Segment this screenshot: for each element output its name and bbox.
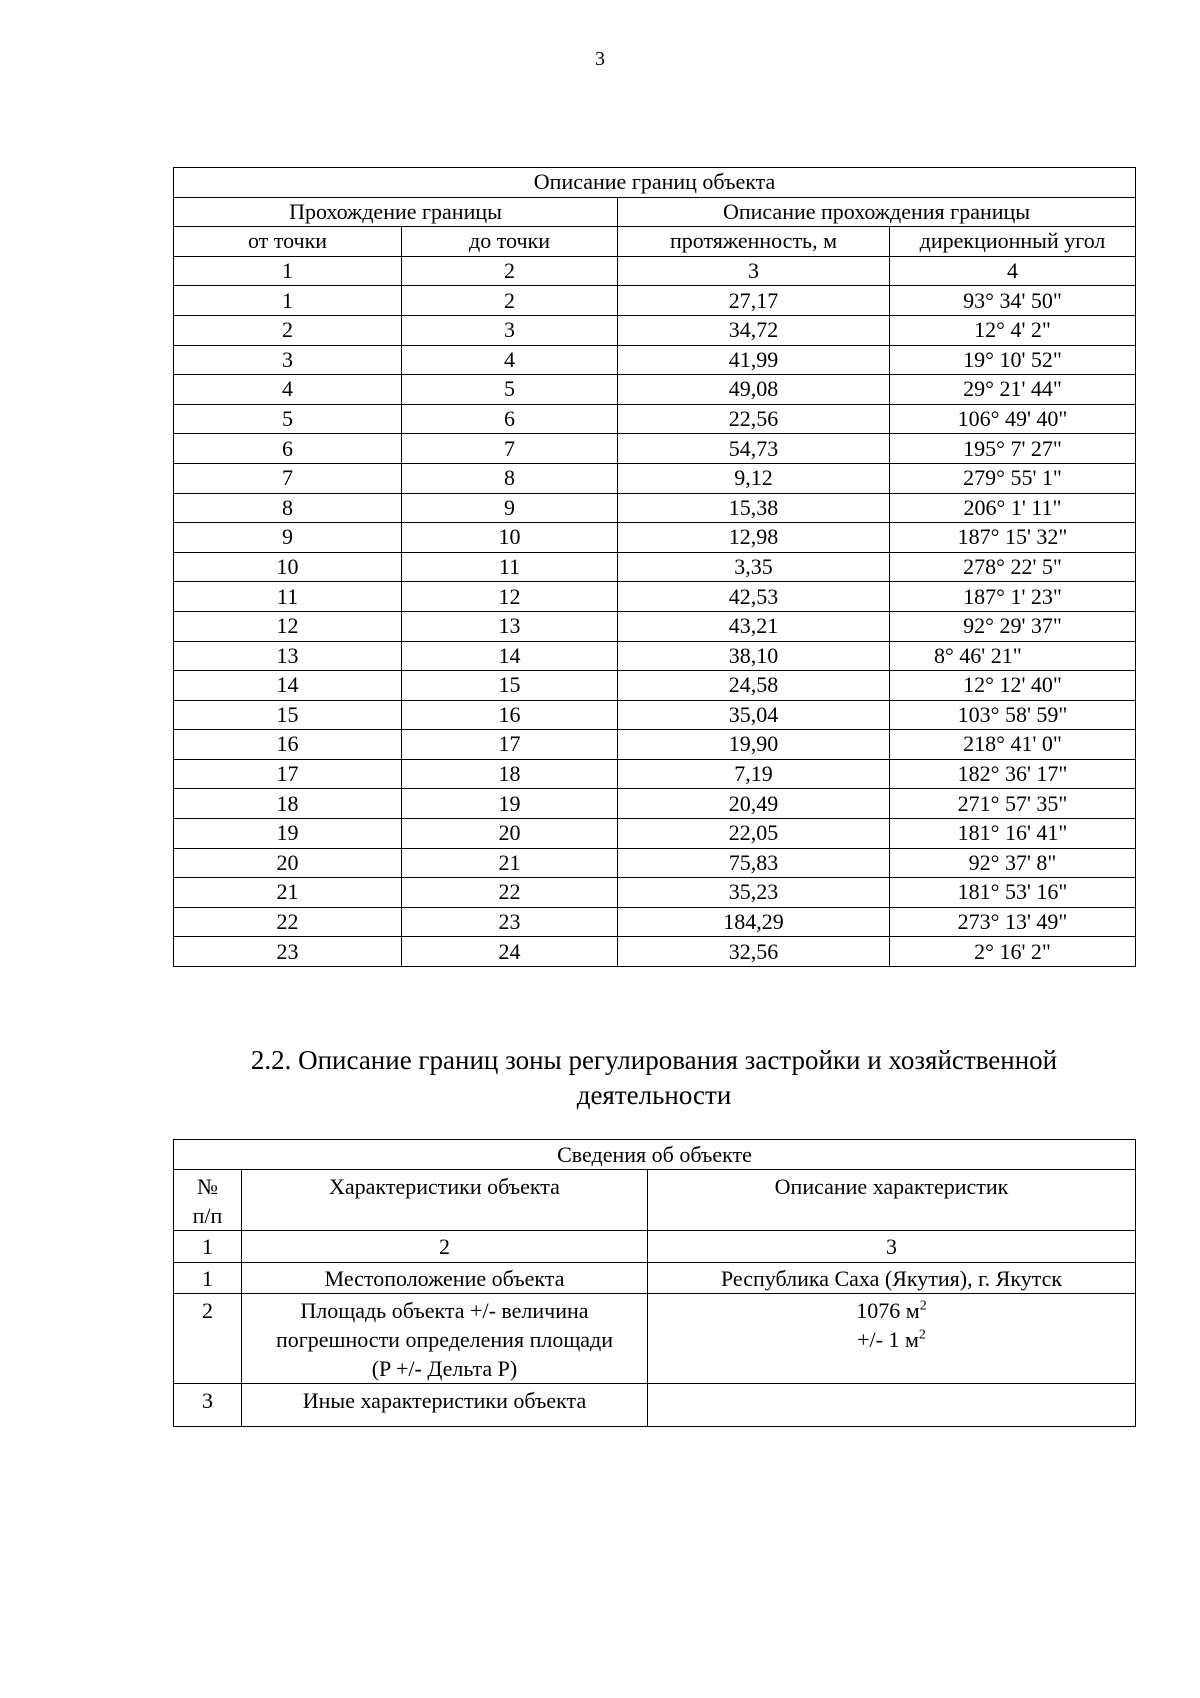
cell-direction-angle: 181° 53' 16"	[890, 878, 1136, 908]
column-header-from-point: от точки	[174, 227, 402, 257]
area-value-line	[648, 1296, 1135, 1325]
area-tolerance-line	[648, 1325, 1135, 1354]
table-row	[174, 1294, 1136, 1384]
cell-to-point: 15	[402, 671, 618, 701]
row-number: 3	[174, 1384, 242, 1427]
row-characteristic	[242, 1294, 648, 1384]
cell-from-point: 15	[174, 700, 402, 730]
cell-from-point: 6	[174, 434, 402, 464]
table-row	[174, 523, 1136, 553]
characteristic-line: Площадь объекта +/- величина	[300, 1298, 589, 1323]
cell-from-point: 4	[174, 375, 402, 405]
cell-from-point: 1	[174, 286, 402, 316]
table-row	[174, 493, 1136, 523]
header-number-abbrev: п/п	[192, 1203, 223, 1228]
cell-from-point: 11	[174, 582, 402, 612]
cell-from-point: 18	[174, 789, 402, 819]
superscript: 2	[918, 1327, 926, 1343]
table-row	[174, 375, 1136, 405]
cell-length: 38,10	[618, 641, 890, 671]
row-value	[648, 1384, 1136, 1427]
cell-length: 42,53	[618, 582, 890, 612]
table-row	[174, 819, 1136, 849]
column-header-to-point: до точки	[402, 227, 618, 257]
section-heading-line: 2.2. Описание границ зоны регулирования застройки и хозяйственной	[250, 1045, 1058, 1075]
cell-length: 34,72	[618, 315, 890, 345]
column-header-row	[174, 227, 1136, 257]
cell-to-point: 16	[402, 700, 618, 730]
cell-direction-angle: 12° 4' 2"	[890, 315, 1136, 345]
cell-from-point: 12	[174, 611, 402, 641]
cell-from-point: 14	[174, 671, 402, 701]
cell-from-point: 3	[174, 345, 402, 375]
cell-from-point: 17	[174, 759, 402, 789]
cell-direction-angle: 8° 46' 21"	[890, 641, 1136, 671]
cell-to-point: 3	[402, 315, 618, 345]
cell-to-point: 2	[402, 286, 618, 316]
object-info-table	[173, 1139, 1136, 1427]
cell-length: 22,56	[618, 404, 890, 434]
table-row	[174, 789, 1136, 819]
table-row	[174, 463, 1136, 493]
cell-direction-angle: 2° 16' 2"	[890, 937, 1136, 967]
cell-direction-angle: 206° 1' 11"	[890, 493, 1136, 523]
table-row	[174, 315, 1136, 345]
cell-to-point: 17	[402, 730, 618, 760]
column-number: 2	[402, 256, 618, 286]
row-number: 2	[174, 1294, 242, 1384]
cell-from-point: 2	[174, 315, 402, 345]
cell-to-point: 14	[402, 641, 618, 671]
cell-from-point: 16	[174, 730, 402, 760]
cell-to-point: 6	[402, 404, 618, 434]
cell-length: 24,58	[618, 671, 890, 701]
cell-length: 43,21	[618, 611, 890, 641]
cell-to-point: 9	[402, 493, 618, 523]
table-title-row	[174, 1140, 1136, 1170]
cell-to-point: 8	[402, 463, 618, 493]
table-row	[174, 286, 1136, 316]
table-row	[174, 878, 1136, 908]
cell-length: 49,08	[618, 375, 890, 405]
row-number: 1	[174, 1263, 242, 1294]
cell-from-point: 19	[174, 819, 402, 849]
column-header-row	[174, 1170, 1136, 1231]
table-row	[174, 552, 1136, 582]
cell-direction-angle: 93° 34' 50"	[890, 286, 1136, 316]
cell-from-point: 10	[174, 552, 402, 582]
column-number: 4	[890, 256, 1136, 286]
cell-length: 12,98	[618, 523, 890, 553]
cell-to-point: 11	[402, 552, 618, 582]
column-number: 2	[242, 1231, 648, 1263]
column-number: 3	[618, 256, 890, 286]
table-row	[174, 404, 1136, 434]
cell-from-point: 7	[174, 463, 402, 493]
cell-from-point: 21	[174, 878, 402, 908]
table-row	[174, 730, 1136, 760]
cell-to-point: 20	[402, 819, 618, 849]
cell-to-point: 7	[402, 434, 618, 464]
page-number: 3	[595, 48, 605, 70]
table-row	[174, 641, 1136, 671]
column-header-length: протяженность, м	[618, 227, 890, 257]
superscript: 2	[919, 1298, 927, 1314]
cell-length: 75,83	[618, 848, 890, 878]
cell-length: 27,17	[618, 286, 890, 316]
column-header-description: Описание характеристик	[648, 1170, 1136, 1231]
column-header-number	[174, 1170, 242, 1231]
cell-direction-angle: 106° 49' 40"	[890, 404, 1136, 434]
row-value	[648, 1294, 1136, 1384]
cell-direction-angle: 187° 15' 32"	[890, 523, 1136, 553]
cell-from-point: 5	[174, 404, 402, 434]
section-heading	[173, 1043, 1135, 1113]
cell-direction-angle: 187° 1' 23"	[890, 582, 1136, 612]
cell-to-point: 22	[402, 878, 618, 908]
column-number-row	[174, 256, 1136, 286]
cell-length: 184,29	[618, 907, 890, 937]
cell-from-point: 8	[174, 493, 402, 523]
group-header-description: Описание прохождения границы	[618, 197, 1136, 227]
table-row	[174, 582, 1136, 612]
cell-direction-angle: 29° 21' 44"	[890, 375, 1136, 405]
table-row	[174, 848, 1136, 878]
table-row	[174, 700, 1136, 730]
cell-to-point: 10	[402, 523, 618, 553]
cell-direction-angle: 273° 13' 49"	[890, 907, 1136, 937]
cell-direction-angle: 271° 57' 35"	[890, 789, 1136, 819]
cell-to-point: 5	[402, 375, 618, 405]
cell-from-point: 13	[174, 641, 402, 671]
table-title-row	[174, 168, 1136, 198]
boundary-description-table	[173, 167, 1136, 967]
cell-length: 20,49	[618, 789, 890, 819]
cell-length: 22,05	[618, 819, 890, 849]
table-title: Описание границ объекта	[174, 168, 1136, 198]
cell-direction-angle: 103° 58' 59"	[890, 700, 1136, 730]
table-row	[174, 1263, 1136, 1294]
cell-to-point: 12	[402, 582, 618, 612]
cell-from-point: 23	[174, 937, 402, 967]
table-row	[174, 671, 1136, 701]
column-number: 3	[648, 1231, 1136, 1263]
cell-length: 3,35	[618, 552, 890, 582]
cell-to-point: 19	[402, 789, 618, 819]
cell-length: 35,04	[618, 700, 890, 730]
cell-length: 54,73	[618, 434, 890, 464]
header-number-sign: №	[197, 1174, 218, 1199]
cell-direction-angle: 92° 29' 37"	[890, 611, 1136, 641]
table-row	[174, 611, 1136, 641]
cell-to-point: 21	[402, 848, 618, 878]
cell-from-point: 20	[174, 848, 402, 878]
cell-length: 32,56	[618, 937, 890, 967]
table-row	[174, 759, 1136, 789]
row-value: Республика Саха (Якутия), г. Якутск	[648, 1263, 1136, 1294]
cell-direction-angle: 92° 37' 8"	[890, 848, 1136, 878]
characteristic-line: (P +/- Дельта P)	[371, 1356, 518, 1381]
cell-to-point: 24	[402, 937, 618, 967]
cell-to-point: 13	[402, 611, 618, 641]
cell-direction-angle: 195° 7' 27"	[890, 434, 1136, 464]
column-header-characteristics: Характеристики объекта	[242, 1170, 648, 1231]
table-row	[174, 937, 1136, 967]
group-header-row	[174, 197, 1136, 227]
row-characteristic: Местоположение объекта	[242, 1263, 648, 1294]
column-number-row	[174, 1231, 1136, 1263]
cell-direction-angle: 278° 22' 5"	[890, 552, 1136, 582]
row-characteristic: Иные характеристики объекта	[242, 1384, 648, 1427]
section-heading-line: деятельности	[576, 1080, 732, 1110]
column-number: 1	[174, 256, 402, 286]
cell-direction-angle: 279° 55' 1"	[890, 463, 1136, 493]
cell-direction-angle: 182° 36' 17"	[890, 759, 1136, 789]
area-tolerance: +/- 1 м	[857, 1327, 919, 1352]
group-header-passage: Прохождение границы	[174, 197, 618, 227]
table-row	[174, 345, 1136, 375]
table-title: Сведения об объекте	[174, 1140, 1136, 1170]
column-number: 1	[174, 1231, 242, 1263]
cell-direction-angle: 218° 41' 0"	[890, 730, 1136, 760]
cell-length: 35,23	[618, 878, 890, 908]
table-row	[174, 907, 1136, 937]
area-value: 1076 м	[856, 1298, 920, 1323]
cell-length: 9,12	[618, 463, 890, 493]
cell-direction-angle: 19° 10' 52"	[890, 345, 1136, 375]
cell-length: 19,90	[618, 730, 890, 760]
cell-direction-angle: 181° 16' 41"	[890, 819, 1136, 849]
cell-from-point: 22	[174, 907, 402, 937]
characteristic-line: погрешности определения площади	[275, 1327, 613, 1352]
table-row	[174, 1384, 1136, 1427]
cell-length: 15,38	[618, 493, 890, 523]
column-header-direction-angle: дирекционный угол	[890, 227, 1136, 257]
cell-to-point: 4	[402, 345, 618, 375]
cell-from-point: 9	[174, 523, 402, 553]
cell-direction-angle: 12° 12' 40"	[890, 671, 1136, 701]
cell-length: 7,19	[618, 759, 890, 789]
cell-to-point: 18	[402, 759, 618, 789]
cell-to-point: 23	[402, 907, 618, 937]
table-row	[174, 434, 1136, 464]
cell-length: 41,99	[618, 345, 890, 375]
